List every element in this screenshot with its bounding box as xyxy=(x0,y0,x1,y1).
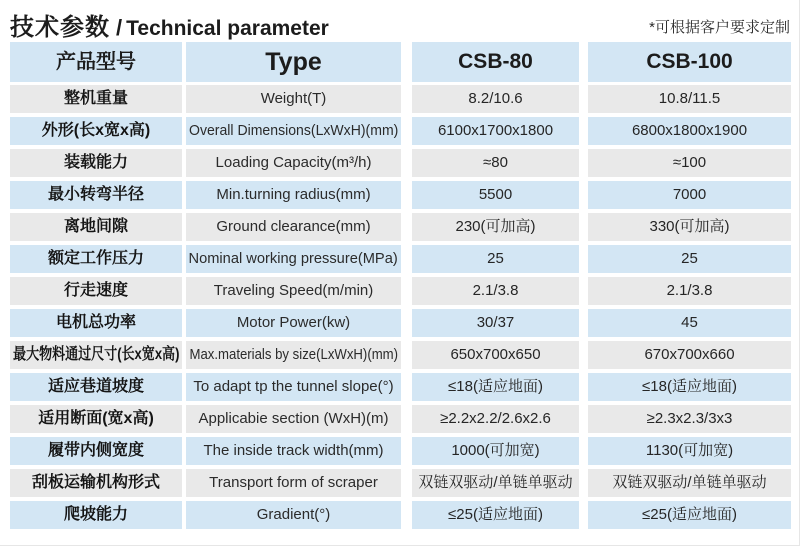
value-csb80-text: 2.1/3.8 xyxy=(472,282,519,300)
param-name-zh-text: 履带内侧宽度 xyxy=(47,441,144,459)
value-csb100 xyxy=(588,213,791,241)
param-name-en xyxy=(186,149,401,177)
param-name-zh xyxy=(10,373,182,401)
value-csb100-text: 1130(可加宽) xyxy=(645,442,734,460)
param-name-en xyxy=(186,85,401,113)
param-row xyxy=(10,373,791,401)
value-csb80 xyxy=(412,373,579,401)
value-csb100-text: ≤25(适应地面) xyxy=(642,506,737,524)
value-csb100 xyxy=(588,277,791,305)
column-header-type xyxy=(186,42,401,82)
param-name-zh xyxy=(10,277,182,305)
value-csb100 xyxy=(588,181,791,209)
value-csb80 xyxy=(412,149,579,177)
param-name-zh-text: 装载能力 xyxy=(63,153,128,171)
param-row xyxy=(10,309,791,337)
value-csb80-text: 230(可加高) xyxy=(455,218,536,236)
param-name-en xyxy=(186,405,401,433)
value-csb80-text: 1000(可加宽) xyxy=(451,442,540,460)
param-name-en xyxy=(186,469,401,497)
param-name-zh xyxy=(10,213,182,241)
value-csb80-text: 30/37 xyxy=(476,314,515,332)
param-name-en xyxy=(186,277,401,305)
column-header-product-model-text: 产品型号 xyxy=(56,50,136,73)
param-name-en-text: Gradient(°) xyxy=(256,506,331,524)
param-name-zh-text: 离地间隙 xyxy=(63,217,128,235)
value-csb100-text: 6800x1800x1900 xyxy=(631,122,748,140)
param-name-zh xyxy=(10,245,182,273)
value-csb80-text: 双链双驱动/单链单驱动 xyxy=(418,474,573,492)
param-name-zh-text: 适应巷道坡度 xyxy=(47,377,144,395)
value-csb100-text: 45 xyxy=(681,314,698,332)
param-name-en-text: Transport form of scraper xyxy=(209,474,378,492)
value-csb80 xyxy=(412,309,579,337)
param-name-en-text: Overall Dimensions(LxWxH)(mm) xyxy=(188,122,399,140)
page-title-en: Technical parameter xyxy=(126,17,329,40)
value-csb80-text: 25 xyxy=(487,250,504,268)
param-name-en xyxy=(186,437,401,465)
param-name-zh-text: 适用断面(宽x高) xyxy=(38,409,154,427)
param-name-zh xyxy=(10,437,182,465)
value-csb100 xyxy=(588,373,791,401)
value-csb100-text: ≤18(适应地面) xyxy=(642,378,737,396)
param-name-en xyxy=(186,181,401,209)
value-csb80 xyxy=(412,341,579,369)
value-csb80-text: 650x700x650 xyxy=(450,346,541,364)
param-name-zh xyxy=(10,405,182,433)
page-title-zh: 技术参数 xyxy=(10,14,110,41)
column-header-product-model xyxy=(10,42,182,82)
value-csb80 xyxy=(412,469,579,497)
value-csb80-text: 6100x1700x1800 xyxy=(437,122,554,140)
param-name-zh xyxy=(10,85,182,113)
value-csb100 xyxy=(588,469,791,497)
spec-table xyxy=(10,42,791,529)
param-row xyxy=(10,85,791,113)
column-header-csb-80-text: CSB-80 xyxy=(458,49,533,73)
param-name-en-text: Weight(T) xyxy=(260,90,327,108)
value-csb100 xyxy=(588,309,791,337)
param-row xyxy=(10,405,791,433)
value-csb80-text: ≥2.2x2.2/2.6x2.6 xyxy=(440,410,551,428)
param-row xyxy=(10,117,791,145)
value-csb80 xyxy=(412,277,579,305)
param-name-en-text: The inside track width(mm) xyxy=(203,442,384,460)
param-name-en xyxy=(186,309,401,337)
value-csb100-text: 330(可加高) xyxy=(649,218,730,236)
param-name-en xyxy=(186,341,401,369)
column-header-csb-100 xyxy=(588,42,791,82)
value-csb100-text: 670x700x660 xyxy=(644,346,735,364)
param-row xyxy=(10,501,791,529)
value-csb80-text: ≤18(适应地面) xyxy=(448,378,543,396)
param-row xyxy=(10,213,791,241)
param-row xyxy=(10,437,791,465)
param-name-en xyxy=(186,117,401,145)
param-name-zh-text: 外形(长x宽x高) xyxy=(41,121,151,139)
value-csb80 xyxy=(412,437,579,465)
param-name-zh xyxy=(10,501,182,529)
table-header-row xyxy=(10,42,791,82)
param-name-en-text: Applicabie section (WxH)(m) xyxy=(198,410,389,428)
param-name-en xyxy=(186,501,401,529)
param-name-en-text: Loading Capacity(m³/h) xyxy=(215,154,372,172)
value-csb80-text: ≤25(适应地面) xyxy=(448,506,543,524)
value-csb100-text: 2.1/3.8 xyxy=(666,282,713,300)
param-name-zh xyxy=(10,469,182,497)
value-csb80-text: ≈80 xyxy=(483,154,508,172)
param-name-en-text: To adapt tp the tunnel slope(°) xyxy=(193,378,394,396)
value-csb100 xyxy=(588,501,791,529)
value-csb100-text: ≈100 xyxy=(672,154,707,172)
param-name-zh-text: 电机总功率 xyxy=(55,313,136,331)
value-csb100 xyxy=(588,405,791,433)
param-name-en-text: Ground clearance(mm) xyxy=(216,218,371,236)
value-csb100-text: 7000 xyxy=(672,186,707,204)
param-name-en xyxy=(186,213,401,241)
param-name-zh-text: 最小转弯半径 xyxy=(47,185,144,203)
customization-note: *可根据客户要求定制 xyxy=(649,19,790,36)
value-csb100-text: ≥2.3x2.3/3x3 xyxy=(646,410,733,428)
param-name-en-text: Min.turning radius(mm) xyxy=(216,186,371,204)
param-name-en xyxy=(186,245,401,273)
param-name-zh xyxy=(10,117,182,145)
value-csb100 xyxy=(588,437,791,465)
value-csb100 xyxy=(588,341,791,369)
value-csb80-text: 5500 xyxy=(478,186,513,204)
param-name-zh xyxy=(10,181,182,209)
value-csb100-text: 双链双驱动/单链单驱动 xyxy=(612,474,767,492)
page-title-separator: / xyxy=(116,15,123,40)
value-csb100 xyxy=(588,245,791,273)
value-csb80 xyxy=(412,501,579,529)
param-name-zh-text: 行走速度 xyxy=(63,281,128,299)
param-name-en-text: Nominal working pressure(MPa) xyxy=(188,250,399,268)
param-name-zh xyxy=(10,149,182,177)
param-row xyxy=(10,181,791,209)
column-header-type-text: Type xyxy=(265,47,322,76)
value-csb80 xyxy=(412,245,579,273)
param-row xyxy=(10,341,791,369)
param-name-zh xyxy=(10,341,182,369)
value-csb100 xyxy=(588,149,791,177)
param-name-en-text: Traveling Speed(m/min) xyxy=(213,282,374,300)
value-csb80 xyxy=(412,117,579,145)
param-row xyxy=(10,277,791,305)
param-name-zh-text: 最大物料通过尺寸(长x宽x高) xyxy=(12,345,180,363)
column-header-csb-80 xyxy=(412,42,579,82)
value-csb80 xyxy=(412,85,579,113)
param-name-en xyxy=(186,373,401,401)
column-header-csb-100-text: CSB-100 xyxy=(646,49,733,73)
title-bar xyxy=(10,8,790,40)
value-csb80 xyxy=(412,213,579,241)
param-name-zh-text: 爬坡能力 xyxy=(63,505,128,523)
param-row xyxy=(10,245,791,273)
param-name-zh xyxy=(10,309,182,337)
param-name-zh-text: 整机重量 xyxy=(63,89,128,107)
value-csb80-text: 8.2/10.6 xyxy=(468,90,523,108)
param-row xyxy=(10,469,791,497)
value-csb100-text: 10.8/11.5 xyxy=(658,90,721,108)
table-body xyxy=(10,85,791,529)
value-csb100 xyxy=(588,85,791,113)
value-csb80 xyxy=(412,181,579,209)
value-csb100-text: 25 xyxy=(681,250,698,268)
param-row xyxy=(10,149,791,177)
value-csb80 xyxy=(412,405,579,433)
page-title xyxy=(10,16,329,40)
param-name-en-text: Motor Power(kw) xyxy=(236,314,351,332)
value-csb100 xyxy=(588,117,791,145)
param-name-zh-text: 额定工作压力 xyxy=(47,249,144,267)
param-name-en-text: Max.materials by size(LxWxH)(mm) xyxy=(189,346,398,364)
param-name-zh-text: 刮板运输机构形式 xyxy=(31,473,160,491)
